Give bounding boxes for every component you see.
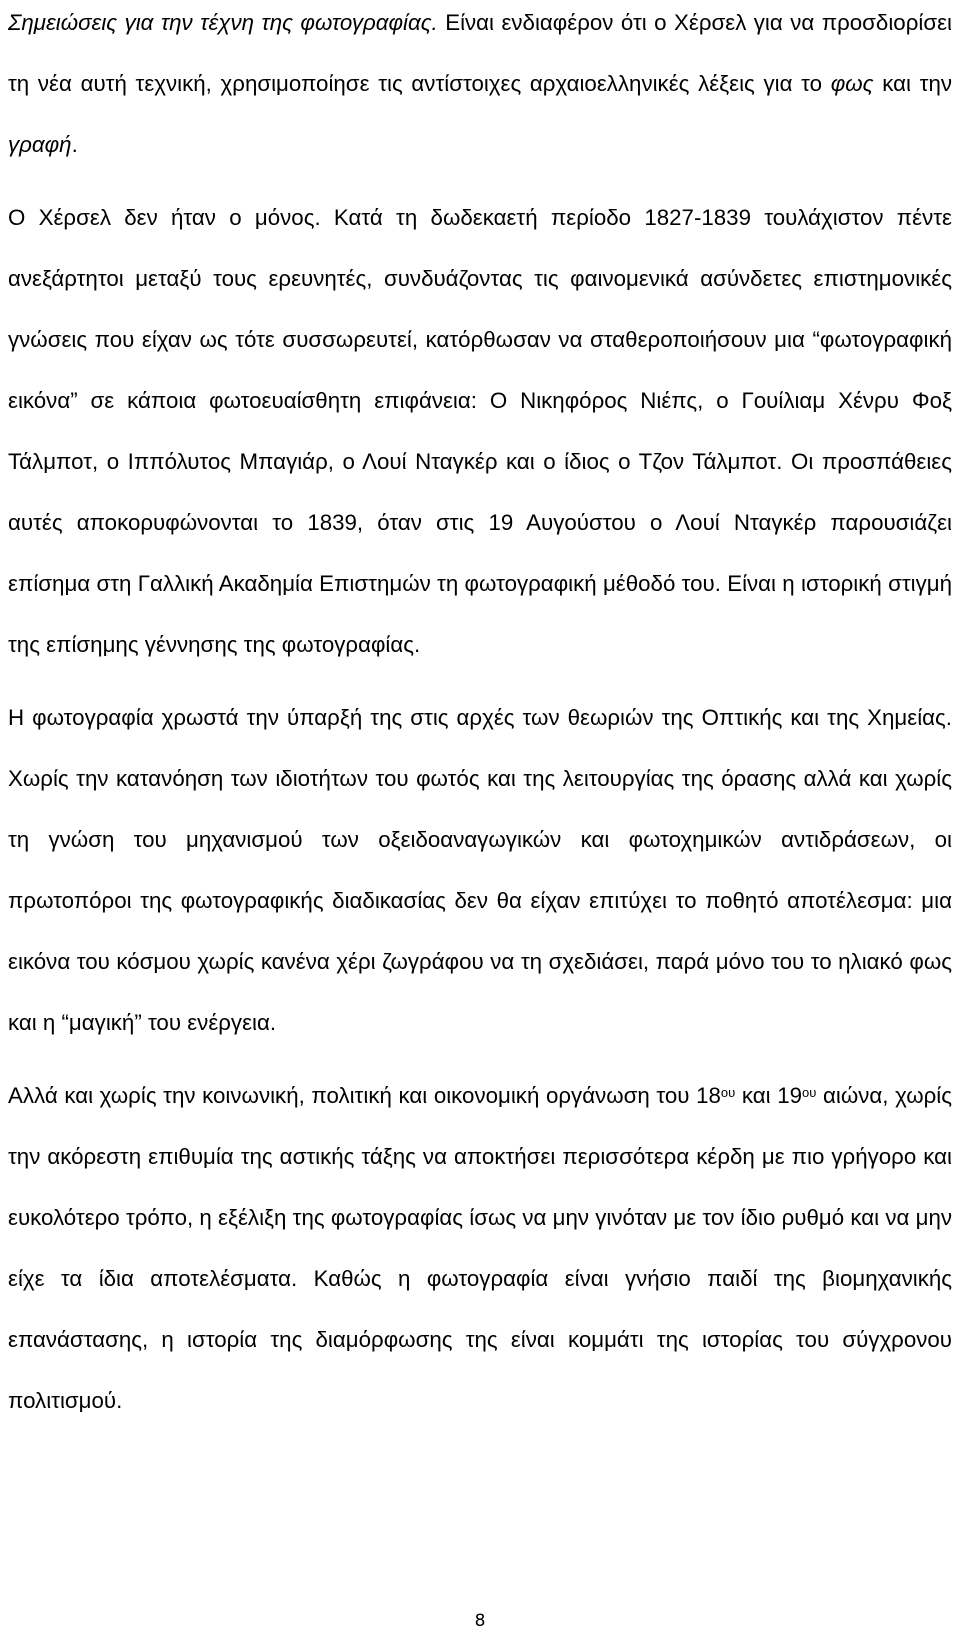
italic-word-writing: γραφή [8,132,72,157]
ordinal-suffix: ου [720,1085,736,1100]
document-page [8,0,952,1431]
paragraph-text: και την [873,71,952,96]
paragraph-optics-chemistry: Η φωτογραφία χρωστά την ύπαρξή της στις αρχές των θεωριών της Οπτικής και της Χημείας. Χωρίς την κατανόηση των ιδιοτήτων του φωτός και της λειτουργίας της όρασης αλλά και χωρίς τη γνώση του μηχανισμού των οξειδοαναγωγικών και φωτοχημικών αντιδράσεων, οι πρωτοπόροι της φωτογραφικής διαδικασίας δεν θα είχαν επιτύχει το ποθητό αποτέλεσμα: μια εικόνα του κόσμου χωρίς κανένα χέρι ζωγράφου να τη σχεδιάσει, παρά μόνο του το ηλιακό φως και η “μαγική” του ενέργεια. [8,705,952,1035]
ordinal-suffix: ου [802,1085,817,1100]
paragraph-photography-notes [8,0,952,175]
paragraph-pioneers: Ο Χέρσελ δεν ήταν ο μόνος. Κατά τη δωδεκαετή περίοδο 1827-1839 τουλάχιστον πέντε ανεξάρτητοι μεταξύ τους ερευνητές, συνδυάζοντας τις φαινομενικά ασύνδετες επιστημονικές γνώσεις που είχαν ως τότε συσσωρευτεί, κατόρθωσαν να σταθεροποιήσουν μια “φωτογραφική εικόνα” σε κάποια φωτοευαίσθητη επιφάνεια: Ο Νικηφόρος Νιέπς, ο Γουίλιαμ Χένρυ Φοξ Τάλμποτ, ο Ιππόλυτος Μπαγιάρ, ο Λουί Νταγκέρ και ο ίδιος ο Τζον Τάλμποτ. Οι προσπάθειες αυτές αποκορυφώνονται το 1839, όταν στις 19 Αυγούστου ο Λουί Νταγκέρ παρουσιάζει επίσημα στη Γαλλική Ακαδημία Επιστημών τη φωτογραφική μέθοδό του. Είναι η ιστορική στιγμή της επίσημης γέννησης της φωτογραφίας. [8,205,952,657]
paragraph-text: Αλλά και χωρίς την κοινωνική, πολιτική και οικονομική οργάνωση του 18 [8,1083,721,1108]
paragraph-text: και 19 [735,1083,803,1108]
page-number: 8 [474,1611,486,1631]
paragraph-text: αιώνα, χωρίς την ακόρεστη επιθυμία της αστικής τάξης να αποκτήσει περισσότερα κέρδη με πιο γρήγορο και ευκολότερο τρόπο, η εξέλιξη της φωτογραφίας ίσως να μην γινόταν με τον ίδιο ρυθμό και να μην είχε τα ίδια αποτελέσματα. Καθώς η φωτογραφία είναι γνήσιο παιδί της βιομηχανικής επανάστασης, η ιστορία της διαμόρφωσης της είναι κομμάτι της ιστορίας του σύγχρονου πολιτισμού. [8,1083,952,1413]
italic-lead: Σημειώσεις για την τέχνη της φωτογραφίας. [8,10,438,35]
paragraph-industrial-revolution [8,1065,952,1431]
paragraph-text: . [71,132,78,157]
italic-word-light: φως [830,71,874,96]
paragraph-text: Είναι ενδιαφέρον ότι ο Χέρσελ για να προσδιορίσει τη νέα αυτή τεχνική, χρησιμοποίησε τις αντίστοιχες αρχαιοελληνικές λέξεις για το [8,10,952,96]
